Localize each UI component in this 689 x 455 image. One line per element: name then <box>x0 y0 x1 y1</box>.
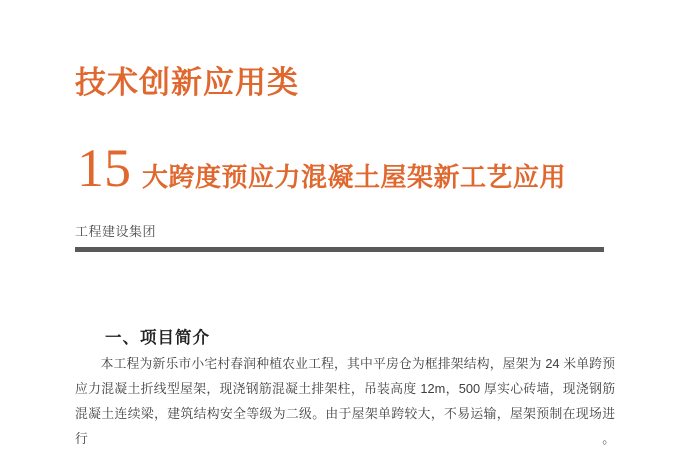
article-title-row <box>77 138 567 198</box>
article-number: 15 <box>77 138 131 198</box>
intro-section-heading: 一、项目简介 <box>105 328 210 347</box>
organization-label: 工程建设集团 <box>75 224 157 239</box>
article-title: 大跨度预应力混凝土屋架新工艺应用 <box>142 162 567 192</box>
intro-paragraph-line: 应力混凝土折线型屋架，现浇钢筋混凝土排架柱，吊装高度 12m，500 厚实心砖墙，现浇钢筋 <box>75 381 615 396</box>
section-category-title: 技术创新应用类 <box>75 64 299 100</box>
intro-paragraph-line: 本工程为新乐市小宅村春润种植农业工程，其中平房仓为框排架结构，屋架为 24 米单跨预 <box>100 356 615 371</box>
intro-paragraph <box>75 351 615 451</box>
divider-bar <box>75 247 604 252</box>
intro-paragraph-line: 混凝土连续梁，建筑结构安全等级为二级。由于屋架单跨较大，不易运输，屋架预制在现场进行。 <box>75 406 615 446</box>
